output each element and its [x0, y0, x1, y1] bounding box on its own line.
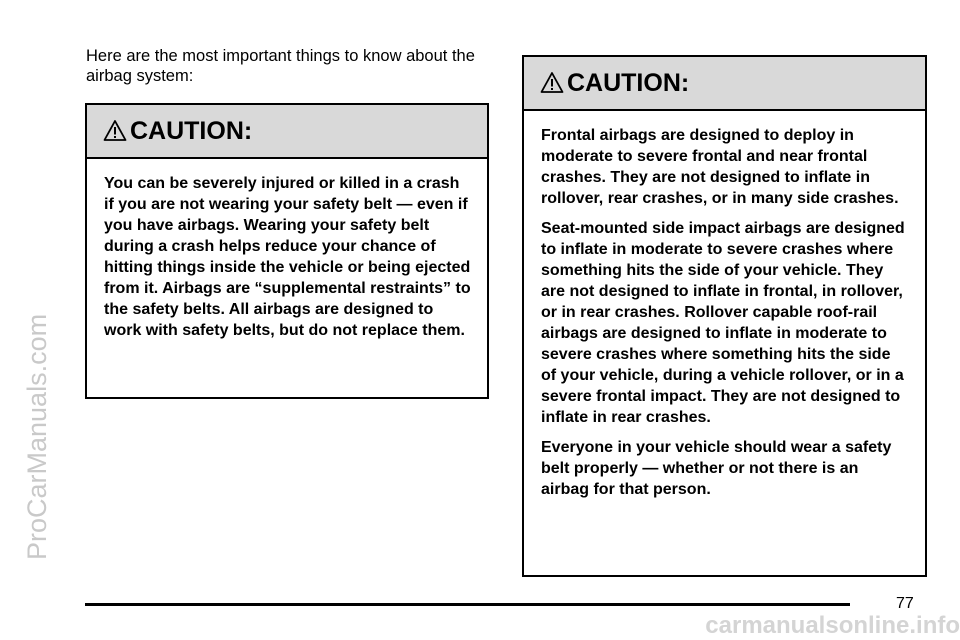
caution-paragraph: Frontal airbags are designed to deploy in moderate to severe frontal and near frontal crashes. They are not designed to inflate in rollover, rear crashes, or in many side crashes. — [541, 127, 899, 207]
caution-paragraph: Seat-mounted side impact airbags are designed to inflate in moderate to severe crashes where something hits the side of your vehicle. They are not designed to inflate in frontal, in rollover, or in rear crashes. Rollover capable roof-rail airbags are designed to inflate in moderate to severe crashes where something hits the side of your vehicle, during a vehicle rollover, or in a severe frontal impact. They are not designed to inflate in rear crashes. — [541, 220, 905, 426]
warning-triangle-icon — [103, 119, 127, 143]
side-watermark: ProCarManuals.com — [22, 313, 52, 560]
caution-body — [87, 159, 487, 341]
warning-triangle-icon — [540, 71, 564, 95]
footer-rule — [85, 603, 850, 606]
caution-paragraph: You can be severely injured or killed in a crash if you are not wearing your safety belt — even if you have airbags. Wearing your safety belt during a crash helps reduce your chance of hitting things inside the vehicle or being ejected from it. Airbags are “supplemental restraints” to the safety belts. All airbags are designed to work with safety belts, but do not replace them. — [104, 175, 471, 339]
caution-header — [87, 105, 487, 159]
intro-text: Here are the most important things to know about the airbag system: — [86, 47, 475, 85]
caution-title: CAUTION: — [130, 116, 253, 145]
caution-header — [524, 57, 925, 111]
caution-body — [524, 111, 925, 500]
bottom-watermark: carmanualsonline.info — [705, 612, 960, 639]
caution-paragraph: Everyone in your vehicle should wear a safety belt properly — whether or not there is an airbag for that person. — [541, 439, 892, 498]
caution-box-airbags — [522, 55, 927, 577]
page-number: 77 — [896, 595, 914, 612]
caution-box-seatbelt — [85, 103, 489, 399]
caution-title: CAUTION: — [567, 68, 690, 97]
